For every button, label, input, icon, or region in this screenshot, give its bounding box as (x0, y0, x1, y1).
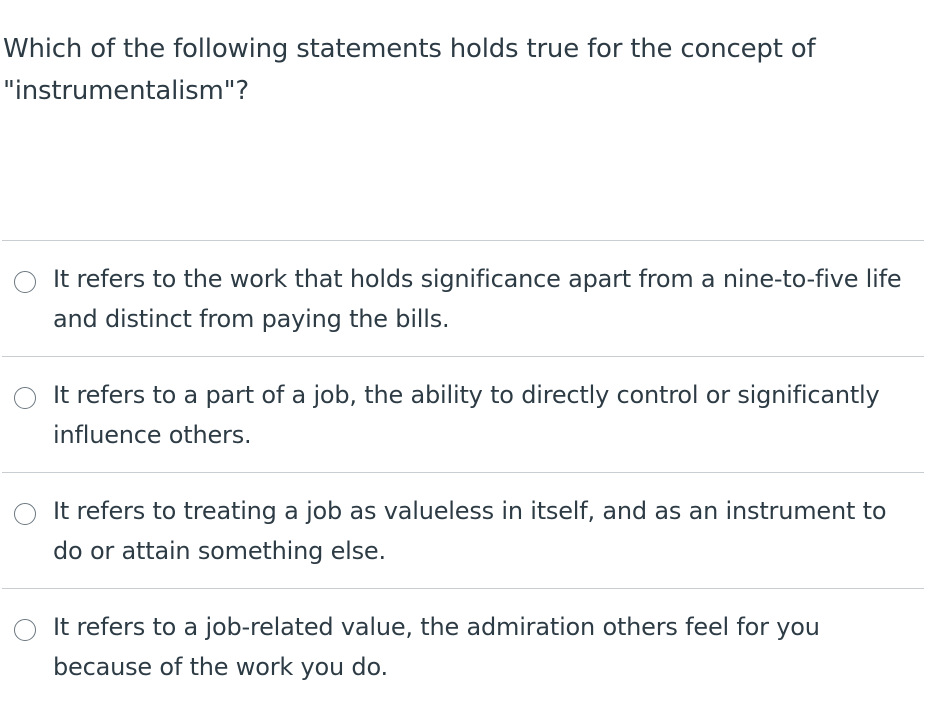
answer-list (2, 240, 924, 704)
answer-label-option-2[interactable]: It refers to a part of a job, the ability to directly control or significantly influence others. (53, 381, 880, 449)
answer-label-option-3[interactable]: It refers to treating a job as valueless in itself, and as an instrument to do or attain something else. (53, 497, 887, 565)
answer-option-3[interactable] (2, 472, 924, 588)
radio-button-option-1[interactable] (14, 271, 36, 293)
answer-label-option-4[interactable]: It refers to a job-related value, the admiration others feel for you because of the work you do. (53, 613, 820, 681)
answer-label-option-1[interactable]: It refers to the work that holds significance apart from a nine-to-five life and distinct from paying the bills. (53, 265, 902, 333)
answer-option-1[interactable] (2, 240, 924, 356)
question-text: Which of the following statements holds true for the concept of "instrumentalism"? (3, 34, 816, 106)
answer-option-2[interactable] (2, 356, 924, 472)
radio-button-option-4[interactable] (14, 619, 36, 641)
radio-button-option-3[interactable] (14, 503, 36, 525)
radio-button-option-2[interactable] (14, 387, 36, 409)
answer-option-4[interactable] (2, 588, 924, 704)
